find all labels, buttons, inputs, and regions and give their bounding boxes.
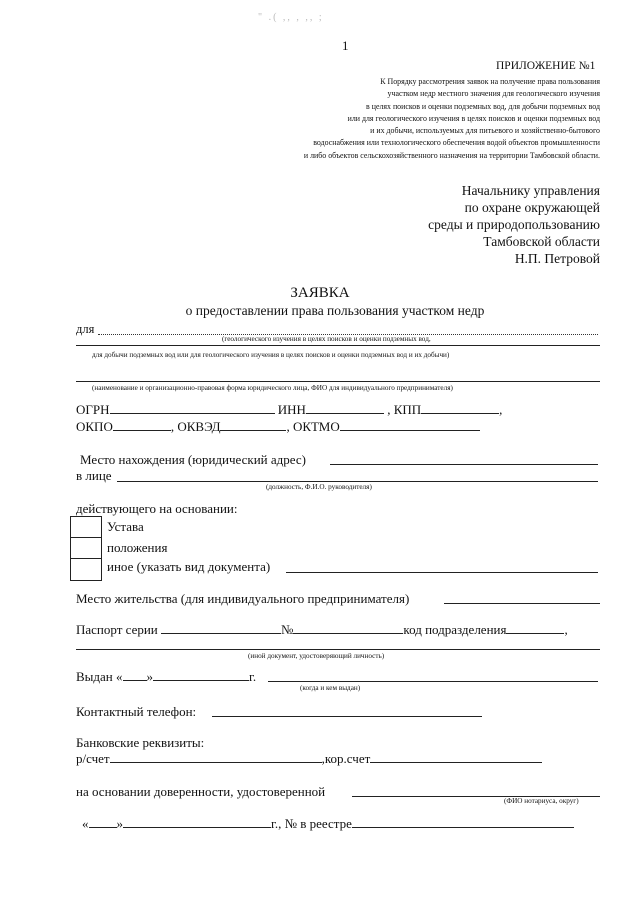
ogrn-label: ОГРН <box>76 402 110 417</box>
issued-month-field[interactable] <box>153 669 249 681</box>
addressee-line: по охране окружающей <box>464 200 600 215</box>
name-hint: (наименование и организационно-правовая форма юридического лица, ФИО для индивидуального предпринимателя) <box>92 384 453 392</box>
registry-label: г., № в реестре <box>271 816 352 831</box>
appendix-line: и либо объектов сельскохозяйственного назначения на территории Тамбовской области. <box>303 150 600 160</box>
appendix-title: ПРИЛОЖЕНИЕ №1 <box>496 60 596 72</box>
issued-hint: (когда и кем выдан) <box>300 684 361 692</box>
for-label: для <box>76 322 95 336</box>
okved-label: , ОКВЭД <box>170 419 221 434</box>
account-field[interactable] <box>110 751 322 763</box>
person-label: в лице <box>76 468 112 483</box>
division-field[interactable] <box>506 622 564 634</box>
basis-option-other: иное (указать вид документа) <box>107 559 271 574</box>
basis-checkbox-other[interactable] <box>70 558 102 581</box>
residence-field[interactable] <box>444 603 600 604</box>
corr-field[interactable] <box>370 751 542 763</box>
proxy-label: на основании доверенности, удостоверенной <box>76 784 326 799</box>
kpp-field[interactable] <box>421 402 499 414</box>
bank-label: Банковские реквизиты: <box>76 735 205 750</box>
inn-field[interactable] <box>306 402 384 414</box>
issued-row <box>76 669 256 685</box>
registry-open: « <box>82 816 89 831</box>
other-doc-field[interactable] <box>76 649 600 650</box>
appendix-line: водоснабжения или технологического обеспечения водой объектов промышленности <box>313 138 600 148</box>
form-subtitle: о предоставлении права пользования участком недр <box>185 303 485 318</box>
okved-field[interactable] <box>220 419 286 431</box>
phone-label: Контактный телефон: <box>76 704 197 719</box>
oktmo-field[interactable] <box>340 419 480 431</box>
okpo-label: ОКПО <box>76 419 113 434</box>
addressee <box>428 182 600 267</box>
corr-label: ,кор.счет <box>321 751 371 766</box>
scan-mark: " .( ,, , ,, ; <box>258 12 324 23</box>
name-field[interactable] <box>76 381 600 382</box>
basis-checkbox-regulation[interactable] <box>70 537 102 560</box>
account-label: р/счет <box>76 751 110 766</box>
ogrn-row: ОГРН ИНН , КПП , <box>76 402 503 417</box>
basis-label: действующего на основании: <box>76 501 238 516</box>
registry-day-field[interactable] <box>89 816 117 828</box>
registry-number-field[interactable] <box>352 816 574 828</box>
issued-year-suffix: г. <box>249 669 257 684</box>
addressee-line: Начальнику управления <box>461 183 600 198</box>
phone-field[interactable] <box>212 716 482 717</box>
inn-label: ИНН <box>277 402 306 417</box>
person-hint: (должность, Ф.И.О. руководителя) <box>266 483 372 491</box>
issued-label: Выдан « <box>76 669 123 684</box>
purpose-hint-2: для добычи подземных вод или для геологического изучения в целях поисков и оценки подземных вод и их добычи) <box>92 351 450 359</box>
address-label: Место нахождения (юридический адрес) <box>80 452 306 467</box>
addressee-line: среды и природопользованию <box>428 217 600 232</box>
appendix-line: и их добычи, используемых для питьевого и хозяйственно-бытового <box>370 126 600 136</box>
passport-series-field[interactable] <box>161 622 281 634</box>
issued-close: » <box>146 669 153 684</box>
basis-option-regulation: положения <box>107 540 168 555</box>
address-field[interactable] <box>330 464 598 465</box>
appendix-line: участком недр местного значения для геологического изучения <box>387 89 600 99</box>
account-row <box>76 751 542 767</box>
purpose-field-2[interactable] <box>76 345 600 346</box>
basis-other-field[interactable] <box>286 572 598 573</box>
okpo-field[interactable] <box>113 419 171 431</box>
appendix-text <box>304 76 600 162</box>
residence-label: Место жительства (для индивидуального предпринимателя) <box>76 591 410 606</box>
appendix-line: К Порядку рассмотрения заявок на получение права пользования <box>380 77 600 86</box>
other-doc-hint: (иной документ, удостоверяющий личность) <box>248 652 385 660</box>
division-label: код подразделения <box>403 622 507 637</box>
basis-checkbox-charter[interactable] <box>70 516 102 539</box>
page-number: 1 <box>342 38 349 53</box>
basis-option-charter: Устава <box>107 519 144 534</box>
addressee-line: Тамбовской области <box>483 234 600 249</box>
person-field[interactable] <box>117 481 598 482</box>
passport-number-field[interactable] <box>293 622 403 634</box>
registry-close: » <box>116 816 123 831</box>
issued-by-field[interactable] <box>268 681 598 682</box>
appendix-line: или для геологического изучения в целях поисков и оценки подземных вод <box>347 113 600 123</box>
ogrn-field[interactable] <box>110 402 275 414</box>
passport-label: Паспорт серии <box>76 622 158 637</box>
registry-row <box>82 816 574 832</box>
purpose-hint-1: (геологического изучения в целях поисков и оценки подземных вод, <box>222 335 431 343</box>
notary-hint: (ФИО нотариуса, округ) <box>504 797 579 805</box>
passport-number-label: № <box>281 622 294 637</box>
okpo-row <box>76 419 480 435</box>
kpp-label: , КПП <box>387 402 422 417</box>
form-title: ЗАЯВКА <box>290 285 350 301</box>
oktmo-label: , ОКТМО <box>286 419 340 434</box>
addressee-line: Н.П. Петровой <box>514 251 600 266</box>
issued-day-field[interactable] <box>123 669 147 681</box>
passport-row: Паспорт серии № код подразделения , <box>76 622 568 637</box>
appendix-line: в целях поисков и оценки подземных вод, для добычи подземных вод <box>366 101 600 111</box>
registry-month-field[interactable] <box>123 816 271 828</box>
